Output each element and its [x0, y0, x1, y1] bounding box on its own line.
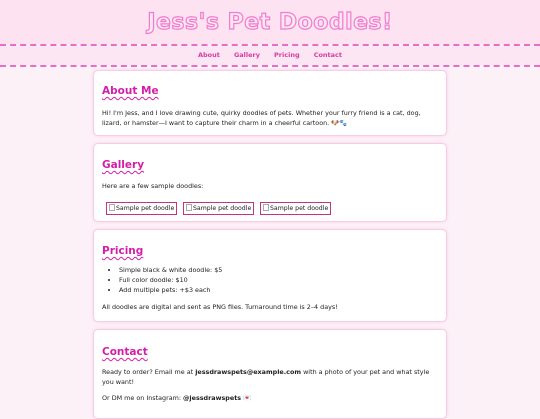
- pricing-item: • Simple black & white doodle: $5: [119, 266, 222, 276]
- contact-instagram-line: [102, 393, 251, 403]
- pricing-note: All doodles are digital and sent as PNG files. Turnaround time is 2–4 days!: [102, 303, 338, 311]
- pricing-heading: Pricing: [102, 245, 144, 257]
- nav-gallery[interactable]: Gallery: [233, 51, 260, 59]
- contact-text-prefix: Ready to order? Email me at: [102, 368, 196, 376]
- gallery-image-alt: Sample pet doodle: [193, 205, 252, 212]
- contact-text-suffix: with a photo of your pet and what style you want!: [102, 368, 430, 386]
- gallery-image-alt: Sample pet doodle: [270, 205, 329, 212]
- about-section: [93, 70, 447, 136]
- gallery-image[interactable]: [183, 202, 254, 215]
- nav-divider: [0, 65, 540, 67]
- gallery-image-alt: Sample pet doodle: [116, 205, 175, 212]
- pricing-item: • Add multiple pets: +$3 each: [119, 286, 222, 296]
- nav-about[interactable]: About: [197, 51, 220, 59]
- site-title: Jess's Pet Doodles!: [147, 10, 393, 35]
- nav-pricing[interactable]: Pricing: [274, 51, 300, 59]
- main-nav: [0, 46, 540, 65]
- gallery-section: [93, 143, 447, 222]
- instagram-prefix: Or DM me on Instagram:: [102, 394, 184, 402]
- about-text: Hi! I'm Jess, and I love drawing cute, quirky doodles of pets. Whether your furry friend is a cat, dog, lizard, or hamster—I want to capture their charm in a cheerful cartoon. 🐶🐾: [102, 109, 421, 127]
- instagram-handle[interactable]: @jessdrawspets: [183, 394, 242, 402]
- broken-image-icon: [263, 204, 269, 211]
- contact-heading: Contact: [102, 346, 148, 358]
- love-letter-icon: 💌: [243, 394, 252, 402]
- about-heading: About Me: [102, 85, 159, 97]
- broken-image-icon: [186, 204, 192, 211]
- contact-email[interactable]: jessdrawspets@example.com: [195, 368, 302, 376]
- gallery-image[interactable]: [106, 202, 177, 215]
- gallery-image[interactable]: [260, 202, 331, 215]
- pricing-list: [102, 266, 222, 295]
- gallery-heading: Gallery: [102, 159, 145, 171]
- contact-text: [102, 367, 438, 387]
- pricing-item: • Full color doodle: $10: [119, 276, 222, 286]
- gallery-intro: Here are a few sample doodles:: [102, 182, 204, 190]
- broken-image-icon: [109, 204, 115, 211]
- nav-contact[interactable]: Contact: [313, 51, 343, 59]
- site-header: [0, 0, 540, 44]
- contact-section: [93, 329, 447, 419]
- pricing-section: [93, 229, 447, 322]
